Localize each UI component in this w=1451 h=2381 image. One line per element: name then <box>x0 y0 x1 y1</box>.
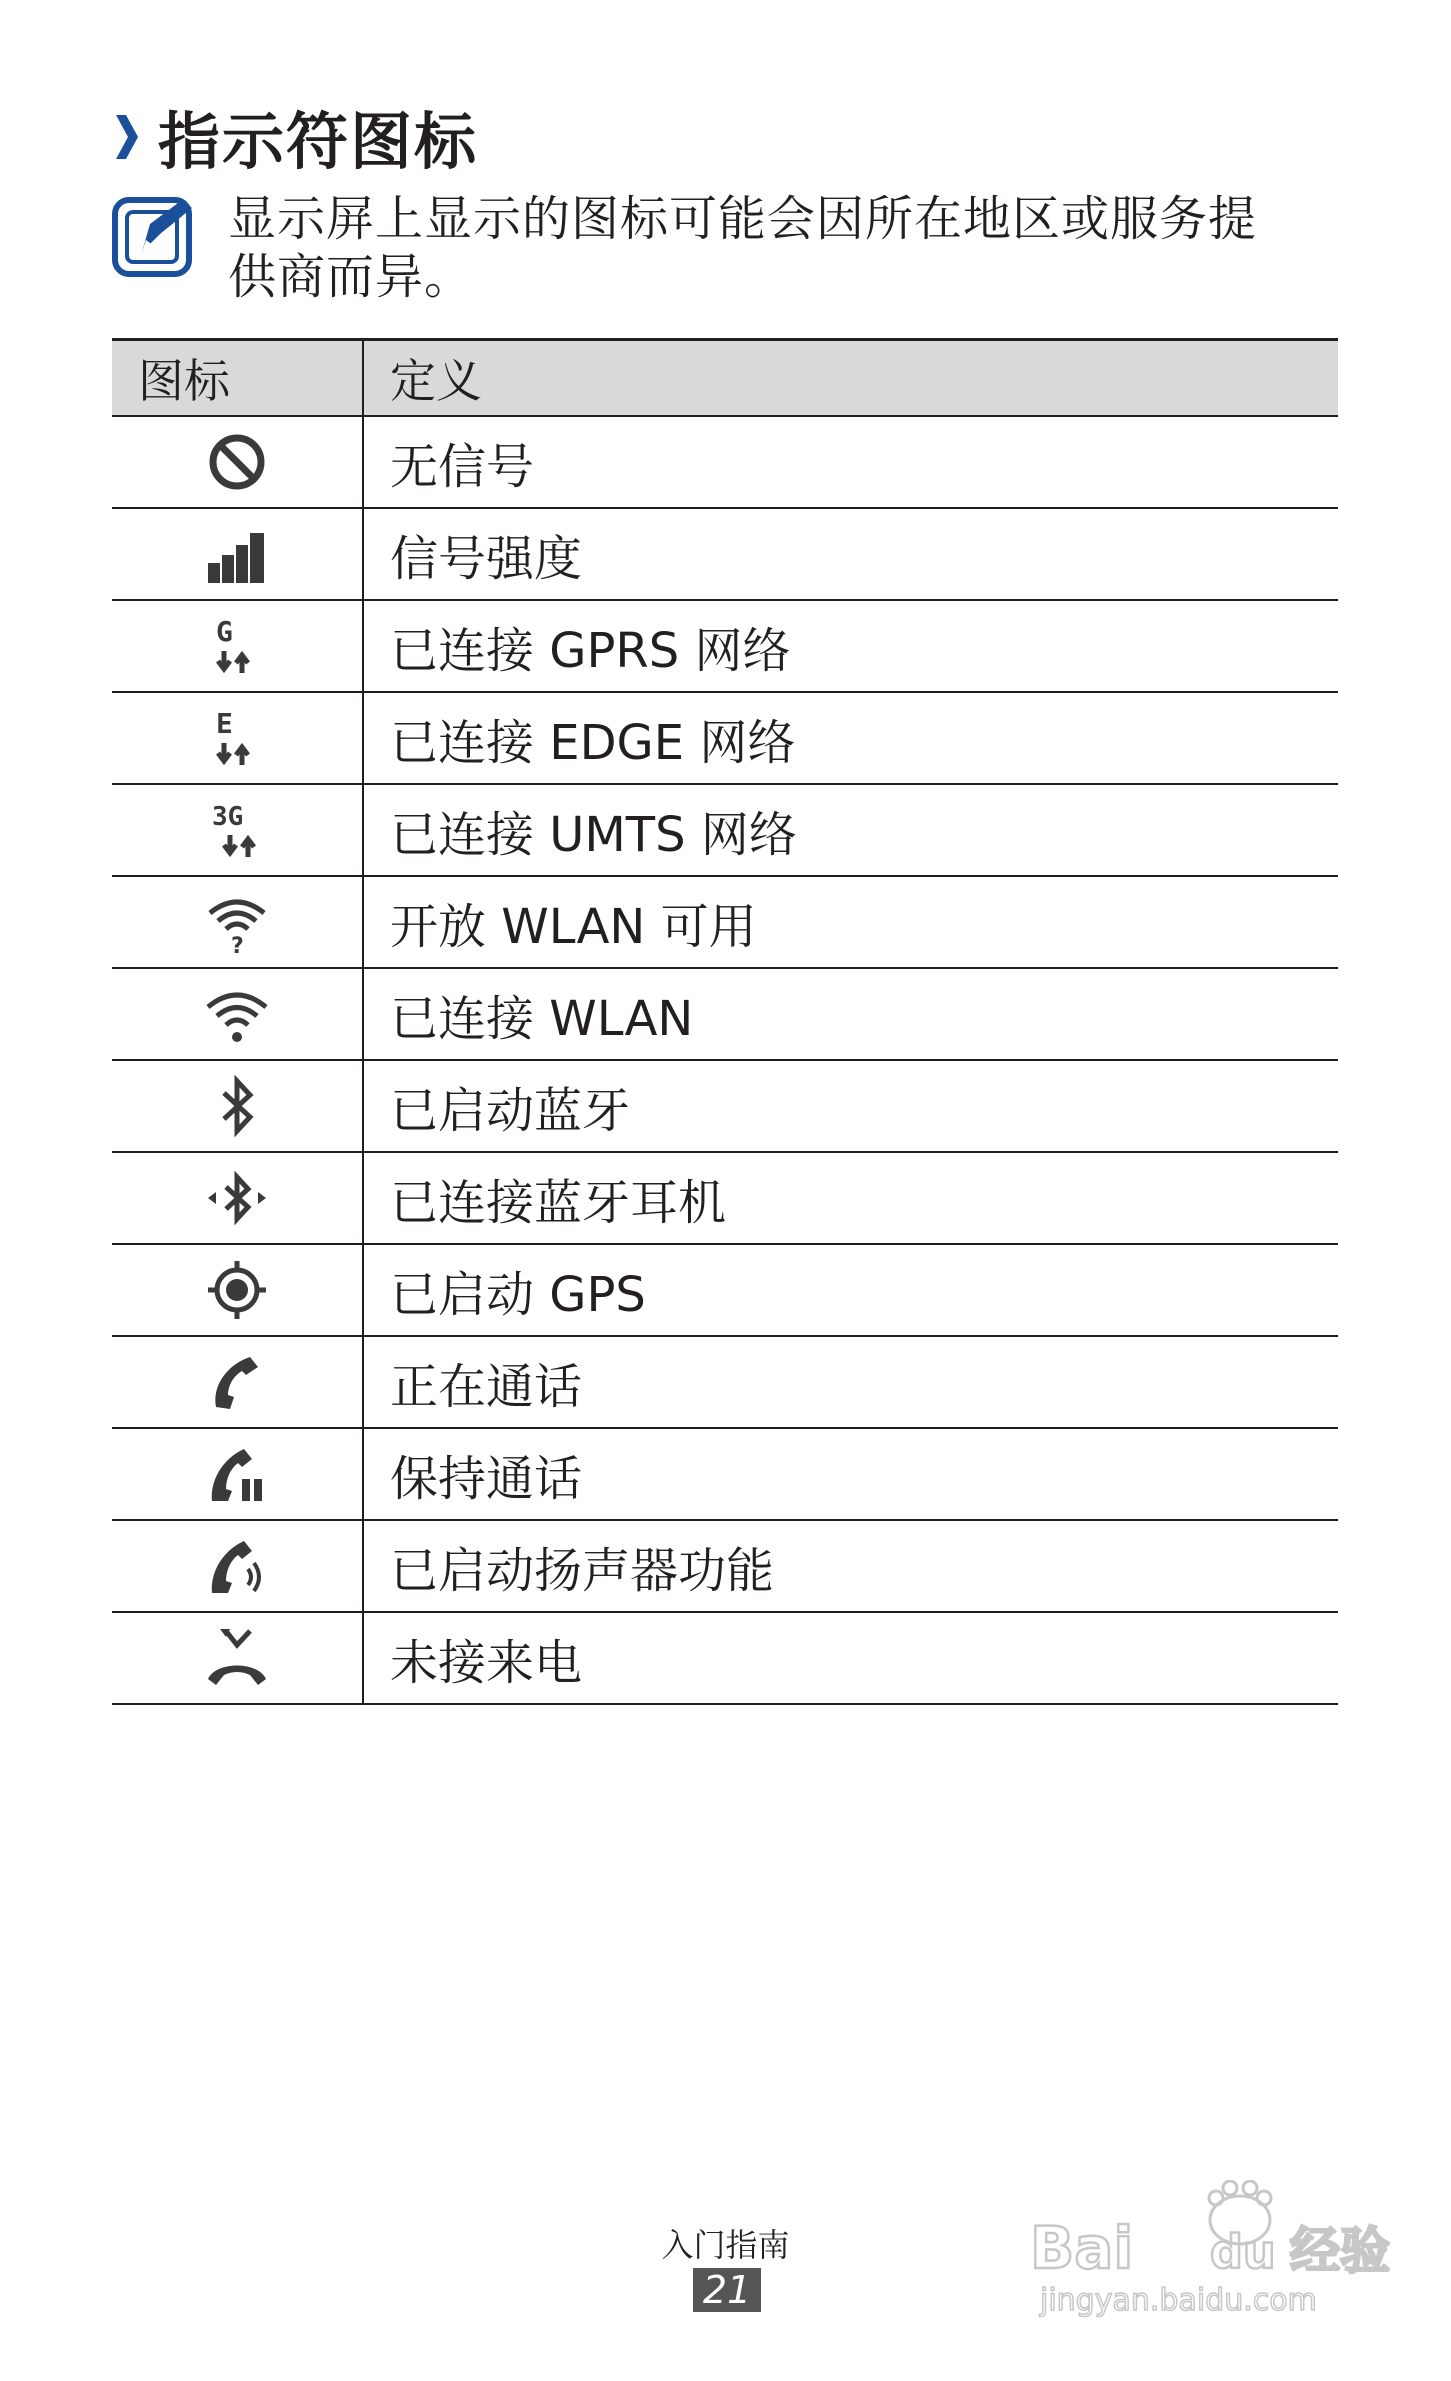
table-row <box>112 968 1338 1060</box>
table-row <box>112 416 1338 508</box>
3g-icon <box>202 795 272 865</box>
call-in-progress-icon <box>202 1347 272 1417</box>
svg-text:Bai: Bai <box>1030 2214 1134 2282</box>
page-title <box>112 92 478 181</box>
open-wlan-icon <box>202 887 272 957</box>
definition: 已连接 WLAN <box>363 968 1338 1060</box>
note-icon <box>112 194 198 280</box>
table-header-row <box>112 340 1338 417</box>
gprs-icon <box>202 611 272 681</box>
svg-text:jingyan.baidu.com: jingyan.baidu.com <box>1040 2283 1317 2318</box>
definition: 无信号 <box>363 416 1338 508</box>
svg-text:E: E <box>216 707 233 740</box>
svg-text:?: ? <box>231 934 244 957</box>
definition: 正在通话 <box>363 1336 1338 1428</box>
signal-strength-icon <box>202 519 272 589</box>
speakerphone-icon <box>202 1531 272 1601</box>
table-row <box>112 876 1338 968</box>
note-line-1: 显示屏上显示的图标可能会因所在地区或服务提 <box>228 191 1258 247</box>
gps-icon <box>202 1255 272 1325</box>
wlan-connected-icon <box>202 979 272 1049</box>
definition: 已启动 GPS <box>363 1244 1338 1336</box>
svg-text:du: du <box>1210 2225 1276 2279</box>
svg-text:G: G <box>216 615 233 648</box>
definition: 已连接 EDGE 网络 <box>363 692 1338 784</box>
note-line-2: 供商而异。 <box>228 249 474 305</box>
page-number: 21 <box>693 2268 761 2312</box>
definition: 已连接 GPRS 网络 <box>363 600 1338 692</box>
call-on-hold-icon <box>202 1439 272 1509</box>
chevron-right-icon <box>112 109 142 165</box>
note-box <box>112 190 1342 320</box>
edge-icon <box>202 703 272 773</box>
header-definition: 定义 <box>363 340 1338 417</box>
table-row <box>112 1520 1338 1612</box>
table-row <box>112 1244 1338 1336</box>
table-row <box>112 1428 1338 1520</box>
table-row <box>112 1336 1338 1428</box>
definition: 已连接蓝牙耳机 <box>363 1152 1338 1244</box>
definition: 保持通话 <box>363 1428 1338 1520</box>
bluetooth-headset-icon <box>202 1163 272 1233</box>
table-row <box>112 1612 1338 1704</box>
table-row <box>112 692 1338 784</box>
definition: 已启动扬声器功能 <box>363 1520 1338 1612</box>
definition: 开放 WLAN 可用 <box>363 876 1338 968</box>
definition: 未接来电 <box>363 1612 1338 1704</box>
table-row <box>112 1152 1338 1244</box>
baidu-watermark-logo <box>1030 2180 1430 2320</box>
missed-call-icon <box>202 1623 272 1693</box>
header-icon: 图标 <box>112 340 363 417</box>
svg-text:经验: 经验 <box>1290 2222 1390 2280</box>
svg-text:3G: 3G <box>212 802 244 832</box>
definition: 已启动蓝牙 <box>363 1060 1338 1152</box>
footer-section-label: 入门指南 <box>661 2226 790 2264</box>
table-row <box>112 508 1338 600</box>
note-text <box>228 190 1348 306</box>
definition: 信号强度 <box>363 508 1338 600</box>
definition: 已连接 UMTS 网络 <box>363 784 1338 876</box>
no-signal-icon <box>202 427 272 497</box>
table-row <box>112 1060 1338 1152</box>
page-title-text: 指示符图标 <box>158 105 479 178</box>
table-row <box>112 784 1338 876</box>
indicator-icons-table <box>112 338 1338 1705</box>
table-row <box>112 600 1338 692</box>
bluetooth-icon <box>202 1071 272 1141</box>
